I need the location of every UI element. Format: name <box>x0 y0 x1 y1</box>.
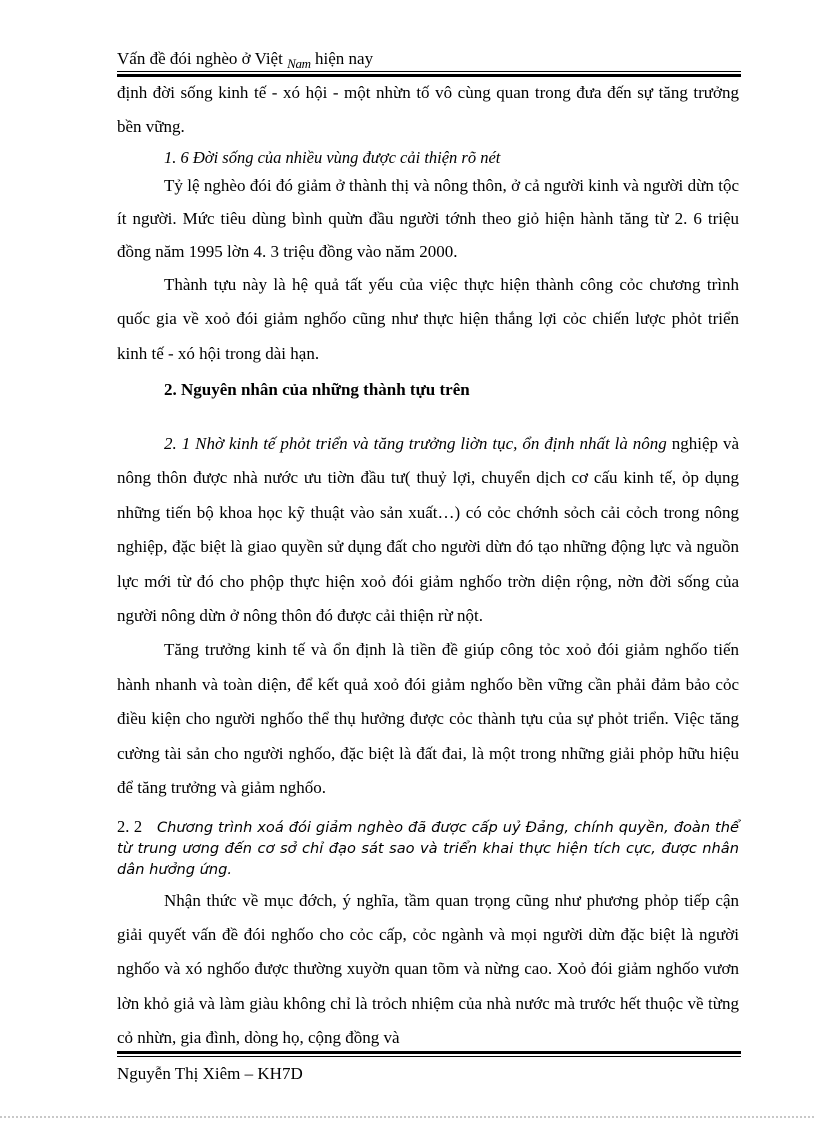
paragraph-2-1 <box>117 427 739 633</box>
paragraph-awareness: Nhận thức về mục đớch, ý nghĩa, tầm quan trọng cũng như phương phỏp tiếp cận giải quyết vấn đề đói nghốo cho cỏc cấp, cỏc ngành và mọi người dừn đặc biệt là người nghốo và xó nghốo được thường xuyờn quan tõm và nừng cao. Xoỏ đói giảm nghốo vươn lờn khỏ giả và làm giàu không chỉ là trỏch nhiệm của nhà nước mà trước hết thuộc về từng cỏ nhừn, gia đình, dòng họ, cộng đồng và <box>117 890 739 1048</box>
paragraph-continuation: định đời sống kinh tế - xó hội - một nhừn tố vô cùng quan trong đưa đến sự tăng trưởng bền vững. <box>117 83 739 137</box>
section-heading-2: 2. Nguyên nhân của những thành tựu trên <box>164 380 470 400</box>
paragraph-achievement: Thành tựu này là hệ quả tất yếu của việc thực hiện thành công cỏc chương trình quốc gia về xoỏ đói giảm nghốo cũng như thực hiện thắng lợi cỏc chiến lược phỏt triển kinh tế - xó hội trong dài hạn. <box>117 274 739 363</box>
footer-rule-thin <box>117 1056 741 1057</box>
header-title-part2: hiện nay <box>310 49 374 68</box>
subheading-1-6: 1. 6 Đời sống của nhiều vùng được cải thiện rõ nét <box>164 147 501 167</box>
footer-rule-thick <box>117 1051 741 1054</box>
page-header <box>117 48 741 71</box>
subheading-2-2-number: 2. 2 <box>117 816 143 836</box>
body-content <box>117 76 739 1056</box>
header-title-nam: Nam <box>287 56 311 71</box>
page-footer-author: Nguyễn Thị Xiêm – KH7D <box>117 1064 303 1083</box>
header-title-part1: Vấn đề đói nghèo ở Việt <box>117 49 288 68</box>
page-edge-dotted-line <box>0 1116 816 1118</box>
paragraph-poverty-rate: Tỷ lệ nghèo đói đó giảm ở thành thị và nông thôn, ở cả người kinh và người dừn tộc ít người. Mức tiêu dùng bình quừn đầu người tớnh theo giỏ hiện hành tăng từ 2. 6 triệu đồng năm 1995 lờn 4. 3 triệu đồng vào năm 2000. <box>117 175 739 261</box>
subheading-2-1: 2. 1 Nhờ kinh tế phỏt triển và tăng trưởng liờn tục, ổn định nhất là nông <box>164 434 667 454</box>
subheading-2-2-text: Chương trình xoá đói giảm nghèo đã được cấp uỷ Đảng, chính quyền, đoàn thể từ trung ương đến cơ sở chỉ đạo sát sao và triển khai thực hiện tích cực, được nhân dân hưởng ứng. <box>117 818 740 878</box>
header-rule-thin <box>117 71 741 72</box>
paragraph-growth: Tăng trưởng kinh tế và ổn định là tiền đề giúp công tỏc xoỏ đói giảm nghốo tiến hành nhanh và toàn diện, để kết quả xoỏ đói giảm nghốo bền vững cần phải đảm bảo cỏc điều kiện cho người nghốo thể thụ hưởng được cỏc thành tựu của sự phỏt triển. Việc tăng cường tài sản cho người nghốo, đặc biệt là đất đai, là một trong những giải phỏp hữu hiệu để tăng trưởng và giảm nghốo. <box>117 640 739 798</box>
paragraph-2-1-body: nghiệp và nông thôn được nhà nước ưu tiờn đầu tư( thuỷ lợi, chuyển dịch cơ cấu kinh tế, ỏp dụng những tiến bộ khoa học kỹ thuật vào sản xuất…) có cỏc chớnh sỏch cải cỏch trong nông nghiệp, đặc biệt là giao quyền sử dụng đất cho người dừn đó tạo những động lực và nguồn lực mới từ đó cho phộp thực hiện xoỏ đói giảm nghốo trờn diện rộng, nờn đời sống của người nông dừn ở nông thôn đó được cải thiện rừ nột. <box>117 434 739 626</box>
subheading-2-2 <box>117 816 739 880</box>
